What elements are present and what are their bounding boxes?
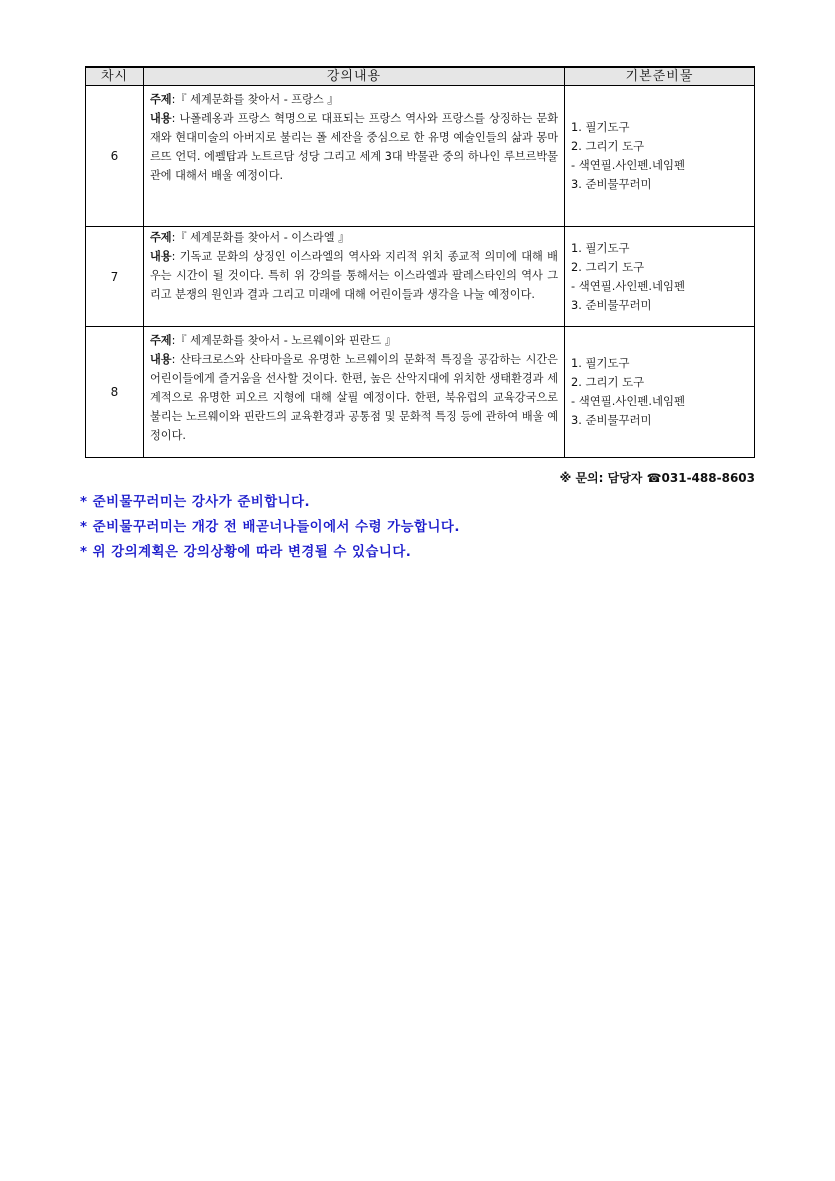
contact-note	[560, 469, 755, 486]
notice-item: * 준비물꾸러미는 개강 전 배곧너나들이에서 수령 가능합니다.	[80, 520, 460, 535]
header-content: 강의내용	[144, 67, 565, 86]
topic-text: :『 세계문화를 찾아서 - 이스라엘 』	[171, 231, 350, 244]
topic-line	[150, 331, 558, 350]
header-supplies: 기본준비물	[565, 67, 755, 86]
contact-prefix: ※ 문의: 담당자	[559, 471, 647, 485]
phone-icon: ☎	[646, 471, 662, 485]
supply-item: - 색연필.사인펜.네임펜	[571, 158, 686, 172]
session-number: 6	[86, 86, 144, 227]
supply-item: 2. 그리기 도구	[571, 375, 645, 389]
supply-item: 1. 필기도구	[571, 356, 630, 370]
content-text: : 산타크로스와 산타마을로 유명한 노르웨이의 문화적 특징을 공감하는 시간은 어린이들에게 즐거움을 선사할 것이다. 한편, 높은 산악지대에 위치한 생태환경과 세계적으로 유명한 피오르 지형에 대해 살필 예정이다. 한편, 북유럽의 교육강국으로 불리는 노르웨이와 핀란드의 교육환경과 공통점 및 문화적 특징 등에 관하여 배울 예정이다.	[150, 353, 558, 442]
lecture-content	[144, 227, 565, 327]
supplies-cell	[565, 86, 755, 227]
content-label: 내용	[150, 250, 172, 263]
supply-item: - 색연필.사인펜.네임펜	[571, 394, 686, 408]
notice-item: * 준비물꾸러미는 강사가 준비합니다.	[80, 495, 311, 510]
supply-item: 3. 준비물꾸러미	[571, 177, 652, 191]
content-label: 내용	[150, 353, 172, 366]
table-row	[86, 327, 755, 458]
table-row	[86, 86, 755, 227]
supply-item: 1. 필기도구	[571, 120, 630, 134]
supply-item: 3. 준비물꾸러미	[571, 413, 652, 427]
supply-item: 2. 그리기 도구	[571, 139, 645, 153]
topic-line	[150, 90, 558, 109]
content-label: 내용	[150, 112, 172, 125]
topic-text: :『 세계문화를 찾아서 - 프랑스 』	[171, 93, 339, 106]
topic-label: 주제	[150, 334, 172, 347]
supply-item: 2. 그리기 도구	[571, 259, 645, 274]
content-text: : 기독교 문화의 상징인 이스라엘의 역사와 지리적 위치 종교적 의미에 대해 배우는 시간이 될 것이다. 특히 위 강의를 통해서는 이스라엘과 팔레스타인의 역사 그리고 분쟁의 원인과 결과 그리고 미래에 대해 어린이들과 생각을 나눌 예정이다.	[150, 250, 558, 301]
topic-label: 주제	[150, 231, 172, 244]
session-number: 7	[86, 227, 144, 327]
supplies-cell	[565, 327, 755, 458]
topic-line	[150, 228, 558, 247]
contact-phone: 031-488-8603	[661, 471, 755, 485]
content-line	[150, 250, 558, 301]
supplies-cell	[565, 227, 755, 327]
content-line	[150, 353, 558, 442]
notice-list	[80, 490, 460, 565]
supply-item: 1. 필기도구	[571, 240, 630, 255]
lecture-content	[144, 327, 565, 458]
table-row	[86, 227, 755, 327]
table-header-row	[86, 67, 755, 86]
topic-text: :『 세계문화를 찾아서 - 노르웨이와 핀란드 』	[171, 334, 397, 347]
supply-item: 3. 준비물꾸러미	[571, 297, 652, 312]
session-number: 8	[86, 327, 144, 458]
content-line	[150, 112, 558, 182]
topic-label: 주제	[150, 93, 172, 106]
notice-item: * 위 강의계획은 강의상황에 따라 변경될 수 있습니다.	[80, 545, 412, 560]
supply-item: - 색연필.사인펜.네임펜	[571, 278, 686, 293]
lecture-content	[144, 86, 565, 227]
header-session: 차시	[86, 67, 144, 86]
syllabus-table	[85, 66, 755, 458]
content-text: : 나폴레옹과 프랑스 혁명으로 대표되는 프랑스 역사와 프랑스를 상징하는 문화재와 현대미술의 아버지로 불리는 폴 세잔을 중심으로 한 유명 예술인들의 삶과 몽마르뜨 언덕. 에펠탑과 노트르담 성당 그리고 세계 3대 박물관 중의 하나인 루브르박물관에 대해서 배울 예정이다.	[150, 112, 558, 182]
